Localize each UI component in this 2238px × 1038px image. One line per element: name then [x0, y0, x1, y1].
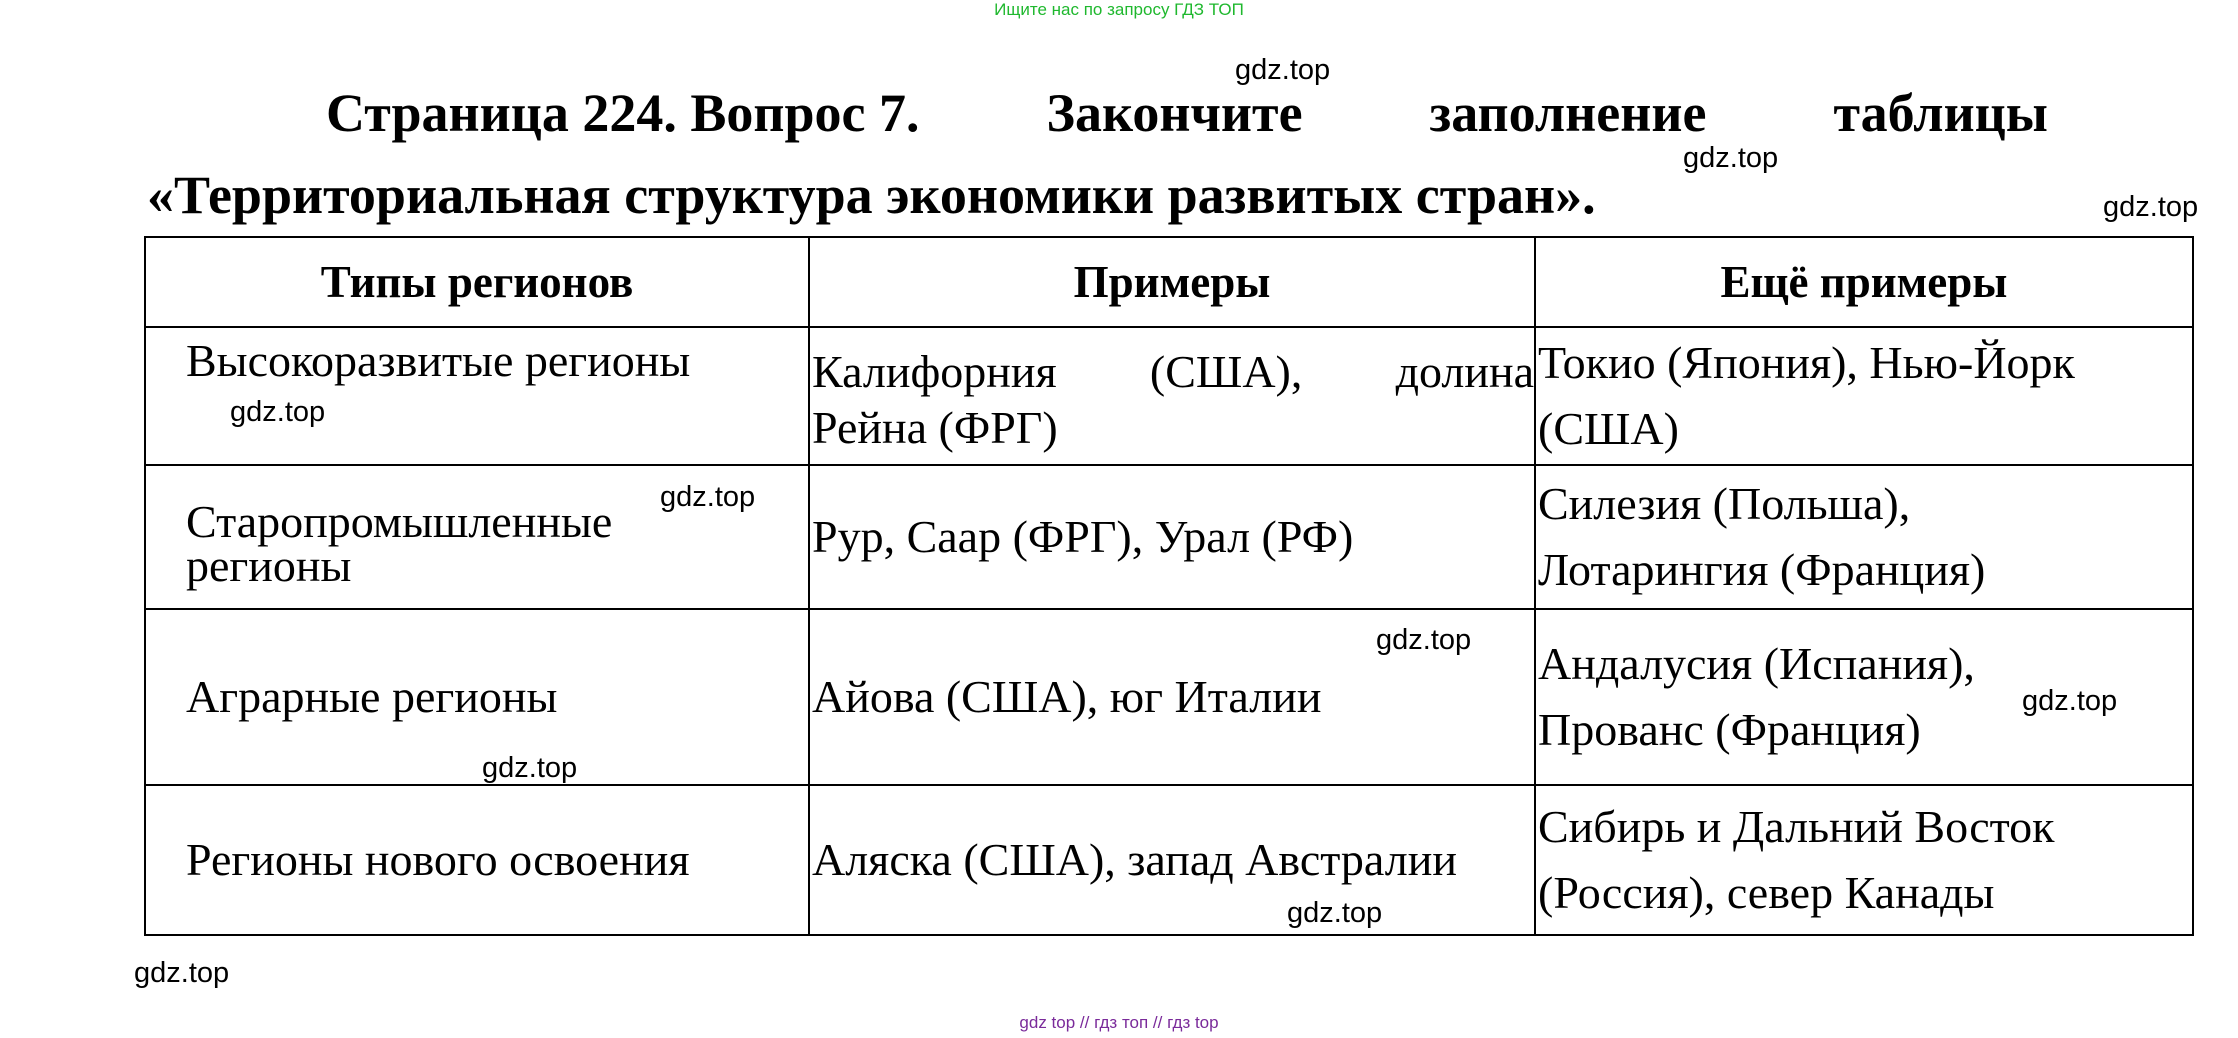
header-types: Типы регионов [145, 237, 809, 327]
examples-cell [809, 327, 1535, 465]
more-line: Прованс (Франция) [1538, 704, 1921, 755]
watermark: gdz.top [1287, 897, 1383, 929]
region-type-text: Аграрные регионы [186, 671, 558, 722]
table-row [145, 609, 2193, 785]
footer-note: gdz top // гдз топ // гдз top [1019, 1013, 1219, 1032]
examples-cell [809, 465, 1535, 609]
more-line: Силезия (Польша), [1538, 478, 1911, 529]
table-header-row [145, 237, 2193, 327]
header-examples: Примеры [809, 237, 1535, 327]
watermark: gdz.top [2022, 685, 2118, 717]
region-type-text: Регионы нового освоения [186, 834, 690, 885]
title-line-1 [326, 82, 2048, 144]
more-line: Сибирь и Дальний Восток [1538, 801, 2055, 852]
header-more-examples: Ещё примеры [1535, 237, 2193, 327]
watermark: gdz.top [660, 481, 756, 513]
search-hint: Ищите нас по запросу ГДЗ ТОП [994, 0, 1244, 19]
more-examples-cell [1535, 785, 2193, 935]
title-word: Закончите [1046, 83, 1303, 143]
region-type [145, 609, 809, 785]
watermark: gdz.top [482, 752, 578, 784]
region-type [145, 785, 809, 935]
region-type-text: Высокоразвитые регионы [186, 335, 691, 386]
watermark: gdz.top [1683, 142, 1779, 174]
watermark: gdz.top [2103, 191, 2199, 223]
examples-cell [809, 785, 1535, 935]
region-type-text: Старопромышленные [186, 496, 613, 547]
title-word: таблицы [1833, 83, 2048, 143]
more-examples-cell [1535, 327, 2193, 465]
watermark: gdz.top [134, 957, 230, 989]
table-row [145, 465, 2193, 609]
watermark: gdz.top [230, 396, 326, 428]
examples-line: Рейна (ФРГ) [812, 402, 1058, 453]
more-examples-cell [1535, 465, 2193, 609]
title-line-2: «Территориальная структура экономики развитых стран». [147, 165, 1596, 225]
examples-line: Калифорния (США), долина [812, 346, 1534, 397]
more-line: Андалусия (Испания), [1538, 638, 1975, 689]
regions-table [144, 236, 2194, 936]
table-row [145, 785, 2193, 935]
title-word: заполнение [1429, 83, 1707, 143]
more-line: Лотарингия (Франция) [1538, 544, 1986, 595]
more-line: (Россия), север Канады [1538, 867, 1995, 918]
examples-text: Айова (США), юг Италии [812, 671, 1322, 722]
examples-text: Рур, Саар (ФРГ), Урал (РФ) [812, 511, 1354, 562]
watermark: gdz.top [1376, 624, 1472, 656]
title-word: Страница 224. Вопрос 7. [326, 83, 920, 143]
table-row [145, 327, 2193, 465]
more-line: Токио (Япония), Нью-Йорк [1538, 337, 2075, 388]
examples-text: Аляска (США), запад Австралии [812, 834, 1457, 885]
watermark: gdz.top [1235, 54, 1331, 86]
more-line: (США) [1538, 403, 1679, 454]
region-type-text: регионы [186, 540, 352, 591]
